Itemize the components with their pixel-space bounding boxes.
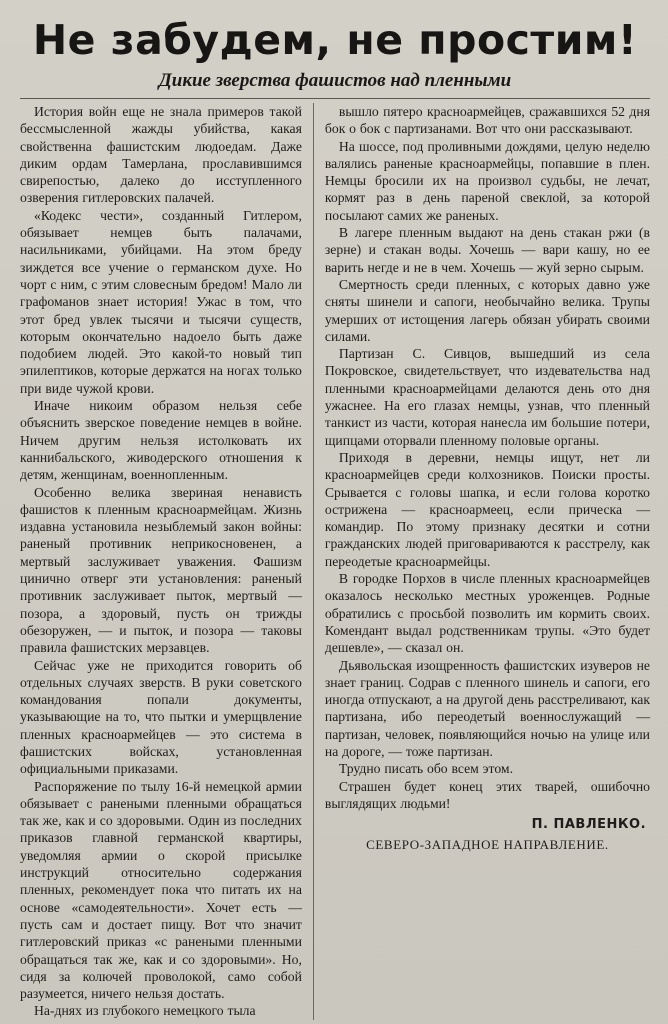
paragraph: Партизан С. Сивцов, вышедший из села Покровское, свидетельствует, что издевательства над пленными красноармейцами делаются день ото дня ужаснее. На его глазах немцы, узнав, что пленный танкист из части, которая нанесла им большие потери, щипцами оторвали пленному половые органы. — [324, 346, 651, 448]
article-body — [20, 103, 650, 1020]
paragraph: Приходя в деревни, немцы ищут, нет ли красноармейцев среди колхозников. Поиски просты. Срывается с головы шапка, и если голова коротко острижена — красноармеец, если прическа — командир. По этому признаку десятки и сотни гражданских людей приговариваются к расстрелу, как переодетые красноармейцы. — [324, 449, 651, 569]
paragraph: Страшен будет конец этих тварей, ошибочно выглядящих людьми! — [324, 778, 651, 811]
paragraph: Трудно писать обо всем этом. — [338, 761, 513, 777]
paragraph: В городке Порхов в числе пленных красноармейцев оказалось несколько местных уроженцев. Родные обратились с просьбой позволить им кормить своих. Комендант выдал родственникам трупы. «Это будет дешевле», — сказал он. — [324, 571, 651, 656]
dateline: СЕВЕРО-ЗАПАДНОЕ НАПРАВЛЕНИЕ. — [366, 837, 609, 853]
column-divider — [313, 103, 314, 1020]
paragraph: Сейчас уже не приходится говорить об отдельных случаях зверств. В руки советского командования попали документы, указывающие на то, что пытки и умерщвление пленных красноармейцев — это система в фашистских войсках, установленная официальными приказами. — [20, 657, 302, 777]
paragraph: Дьявольская изощренность фашистских изуверов не знает границ. Содрав с пленного шинель и сапоги, его иногда отпускают, а на другой день расстреливают, как партизана, ибо переодетый военнослужащий — партизан, человек, появляющийся ночью на улице или на дороге, — тоже партизан. — [324, 657, 651, 759]
paragraph: Иначе никоим образом нельзя себе объяснить зверское поведение немцев в войне. Ничем другим нельзя истолковать их каннибальского, живодерского отношения к детям, женщинам, военнопленным. — [20, 398, 302, 483]
subheadline: Дикие зверства фашистов над пленными — [158, 70, 512, 91]
paragraph: Особенно велика звериная ненависть фашистов к пленным красноармейцам. Жизнь издавна установила незыблемый закон войны: раненый противник неприкосновенен, а мертвый заслуживает уважения. Фашизм цинично отверг эти установления: раненый противник заслуживает пыток, мертвый — позора, а здоровый, пусть он трижды обезоружен, — и пыток, и позора — таковы правила фашистских мерзавцев. — [20, 484, 302, 656]
paragraph: вышло пятеро красноармейцев, сражавшихся 52 дня бок о бок с партизанами. Вот что они рассказывают. — [324, 104, 651, 137]
paragraph: «Кодекс чести», созданный Гитлером, обязывает немцев быть палачами, насильниками, убийцами. На этом бреду зиждется все учение о германском духе. Но чорт с ним, с этим словесным бредом! Мало ли графоманов знает история! Ужас в том, что этот бред увлек тысячи и тысячи существ, которым окончательно надоело быть даже подобием людей. Это какой-то новый тип эпилептиков, которые держатся на ногах только при виде чужой крови. — [20, 207, 302, 396]
right-column — [319, 103, 650, 1020]
paragraph: Смертность среди пленных, с которых давно уже сняты шинели и сапоги, необычайно велика. Трупы умерших от истощения лагерь обязан убирать своими силами. — [324, 276, 651, 344]
headline: Не забудем, не простим! — [32, 16, 638, 64]
paragraph: На шоссе, под проливными дождями, целую неделю валялись раненые красноармейцы, попавшие в плен. Немцы бросили их на произвол судьбы, не лечат, кормят раз в день пареной свеклой, за которой посылают самих же раненых. — [324, 138, 651, 223]
header-rule — [20, 98, 650, 99]
paragraph: Распоряжение по тылу 16-й немецкой армии обязывает с ранеными пленными обращаться так же, как и со здоровыми. Один из последних приказов главной германской квартиры, уведомляя армии о скорой присылке инструкций относительно содержания пленных, рекомендует пока что питать их на основе «самодеятельности». Хочет есть — пусть сам и достает пищу. Вот что значит гитлеровский приказ «с ранеными пленными обращаться так же, как и со здоровыми». Но, сидя за колючей проволокой, само собой разумеется, ничего нельзя достать. — [20, 778, 302, 1002]
author-signature: П. ПАВЛЕНКО. — [531, 817, 647, 833]
paragraph: На-днях из глубокого немецкого тыла — [34, 1003, 256, 1019]
left-column — [20, 103, 308, 1020]
paragraph: История войн еще не знала примеров такой бессмысленной жажды убийства, какая свойственна фашистским людоедам. Даже диким ордам Тамерлана, прославившимся свирепостью, далеко до исступленного озверения гитлеровских палачей. — [20, 104, 302, 206]
paragraph: В лагере пленным выдают на день стакан ржи (в зерне) и стакан воды. Хочешь — вари кашу, но ее варить негде и не в чем. Хочешь — жуй зерно сырым. — [324, 225, 651, 275]
